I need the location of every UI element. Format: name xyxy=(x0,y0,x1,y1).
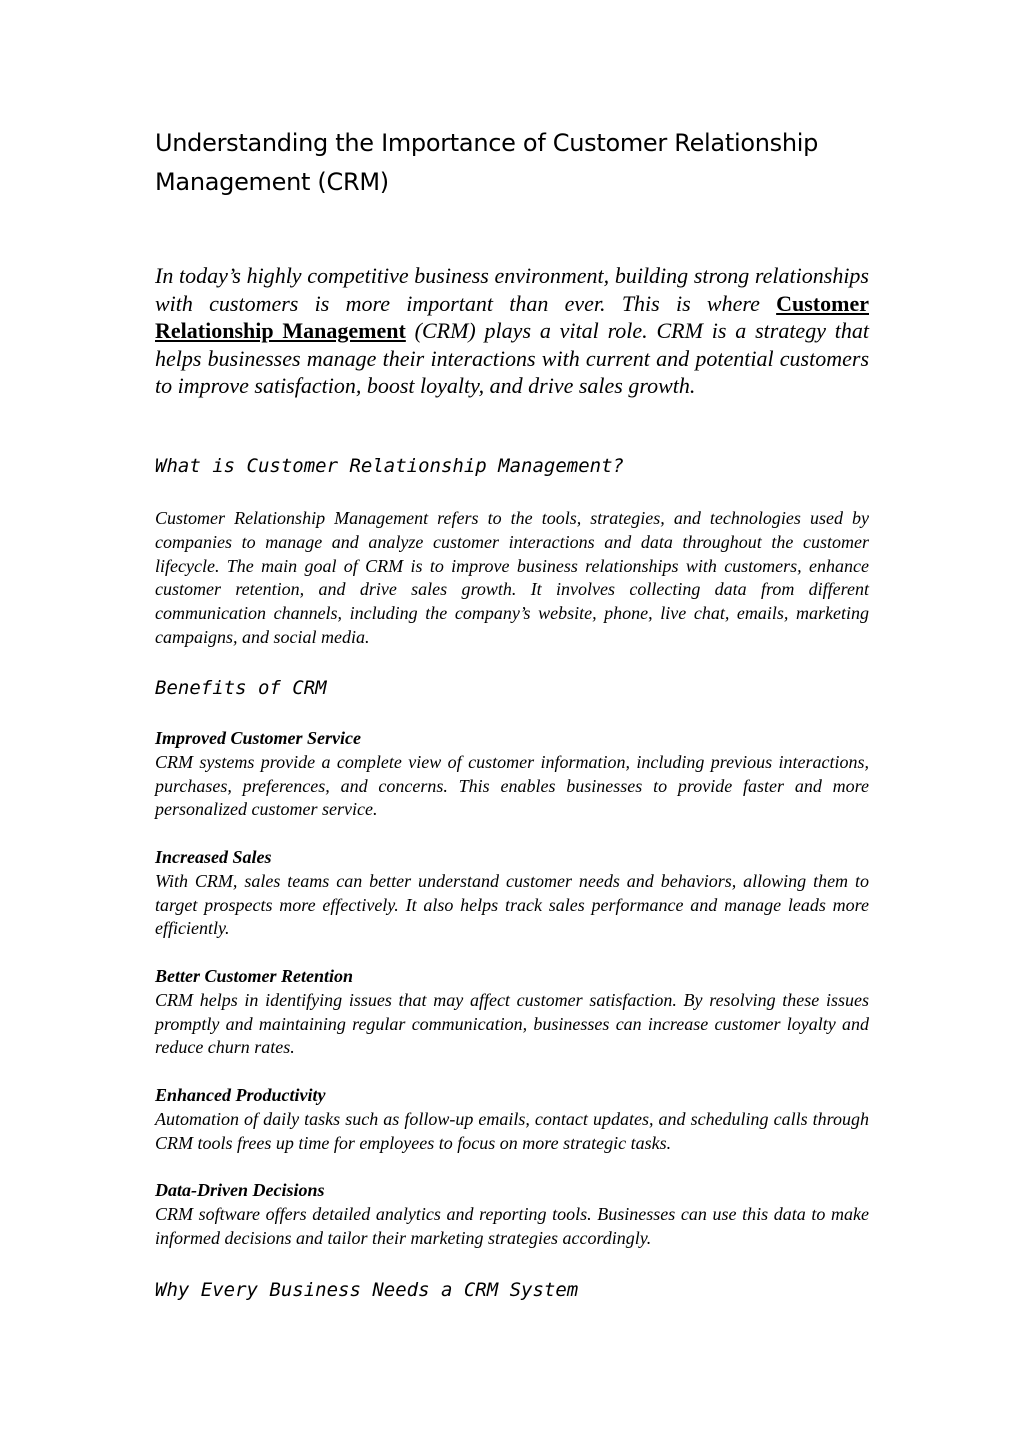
heading-why-crm: Why Every Business Needs a CRM System xyxy=(155,1279,579,1301)
benefit-text: CRM software offers detailed analytics and reporting tools. Businesses can use this data to make informed decisions and tailor their marketing strategies accordingly. xyxy=(155,1203,869,1248)
benefit-title: Data-Driven Decisions xyxy=(155,1180,325,1200)
benefit-item xyxy=(155,1084,869,1155)
intro-text-before: In today’s highly competitive business environment, building strong relationships with customers is more important than ever. This is where xyxy=(155,263,869,316)
benefit-title: Increased Sales xyxy=(155,847,272,867)
benefit-item xyxy=(155,846,869,941)
heading-benefits: Benefits of CRM xyxy=(155,677,327,699)
intro-paragraph xyxy=(155,262,869,400)
benefit-title: Improved Customer Service xyxy=(155,728,361,748)
heading-what-is-crm: What is Customer Relationship Management? xyxy=(155,455,624,477)
benefit-title: Enhanced Productivity xyxy=(155,1085,326,1105)
crm-link[interactable]: Customer Relationship Management xyxy=(155,290,869,344)
benefit-item xyxy=(155,727,869,822)
benefit-item xyxy=(155,1179,869,1250)
benefit-item xyxy=(155,965,869,1060)
benefit-text: CRM helps in identifying issues that may affect customer satisfaction. By resolving these issues promptly and maintaining regular communication, businesses can increase customer loyalty and reduce churn rates. xyxy=(155,989,869,1058)
benefit-text: Automation of daily tasks such as follow-up emails, contact updates, and scheduling calls through CRM tools frees up time for employees to focus on more strategic tasks. xyxy=(155,1108,869,1153)
what-is-crm-paragraph: Customer Relationship Management refers to the tools, strategies, and technologies used by companies to manage and analyze customer interactions and data throughout the customer lifecycle. The main goal of CRM is to improve business relationships with customers, enhance customer retention, and drive sales growth. It involves collecting data from different communication channels, including the company’s website, phone, live chat, emails, marketing campaigns, and social media. xyxy=(155,508,869,647)
benefit-text: CRM systems provide a complete view of customer information, including previous interactions, purchases, preferences, and concerns. This enables businesses to provide faster and more personalized customer service. xyxy=(155,751,869,820)
document-title: Understanding the Importance of Customer Relationship Management (CRM) xyxy=(155,129,819,196)
benefit-text: With CRM, sales teams can better understand customer needs and behaviors, allowing them to target prospects more effectively. It also helps track sales performance and manage leads more efficiently. xyxy=(155,870,869,939)
benefit-title: Better Customer Retention xyxy=(155,966,354,986)
intro-text-after: (CRM) plays a vital role. CRM is a strategy that helps businesses manage their interactions with current and potential customers to improve satisfaction, boost loyalty, and drive sales growth. xyxy=(155,318,870,399)
